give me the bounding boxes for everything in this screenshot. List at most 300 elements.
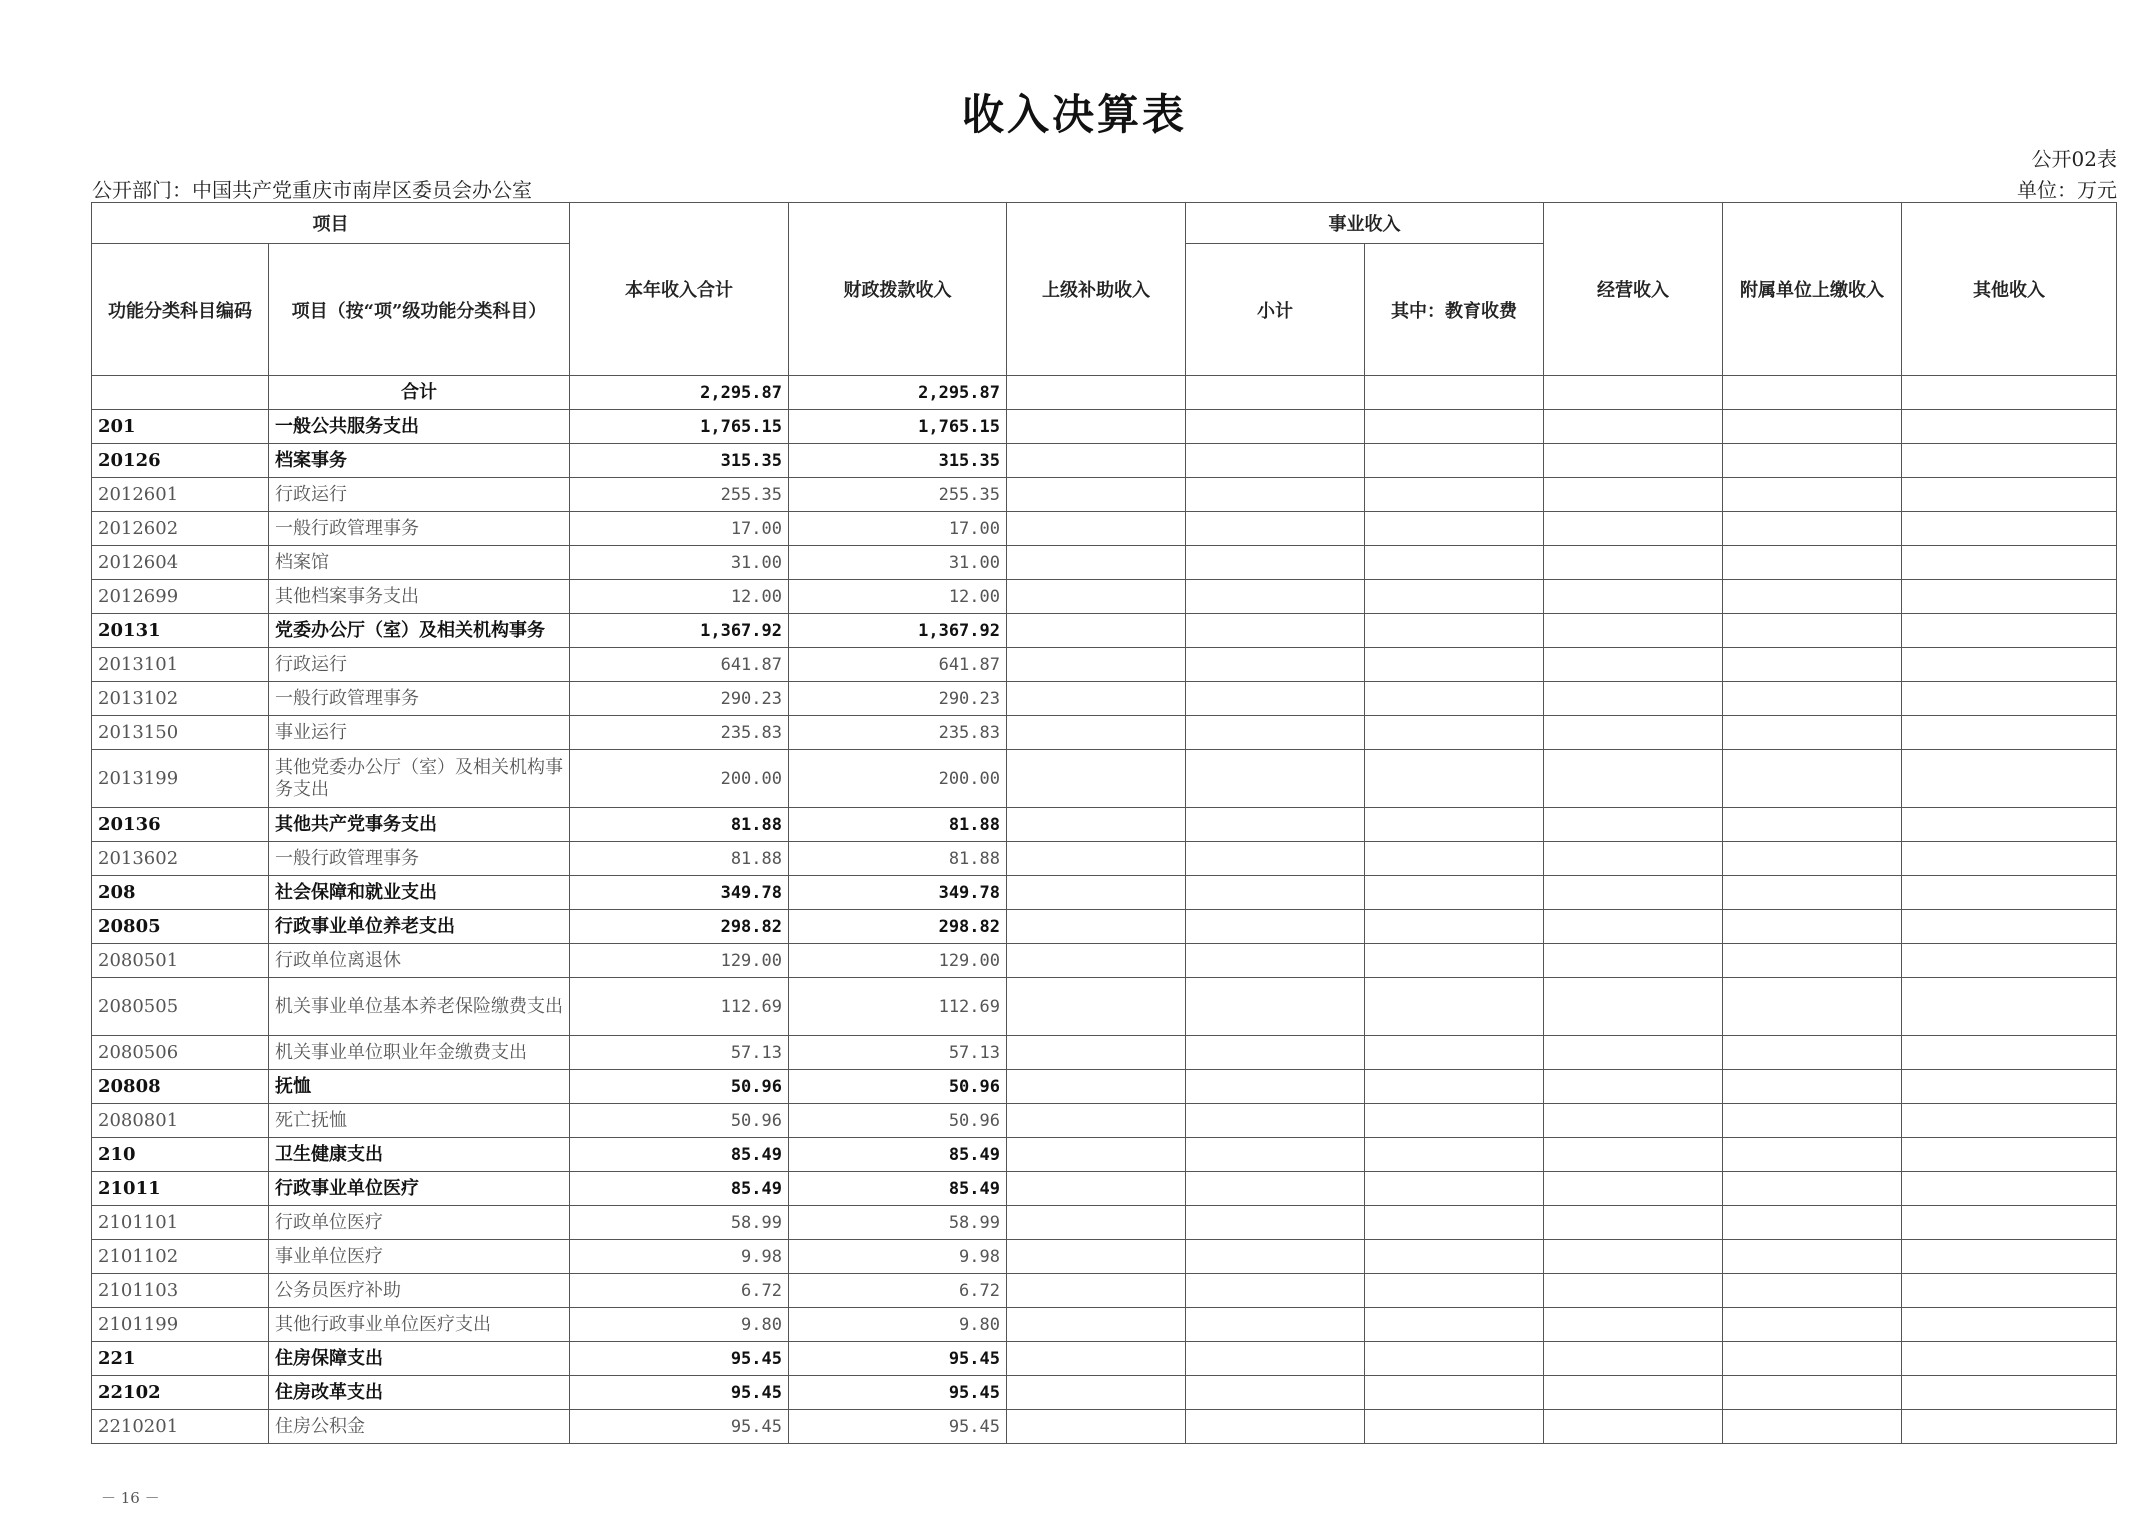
cell-education — [1365, 842, 1544, 876]
cell-affiliate — [1723, 648, 1902, 682]
cell-fiscal: 81.88 — [789, 842, 1007, 876]
header-career: 事业收入 — [1186, 203, 1544, 244]
cell-education — [1365, 1070, 1544, 1104]
cell-total: 200.00 — [570, 750, 789, 808]
cell-education — [1365, 1206, 1544, 1240]
cell-other — [1902, 750, 2117, 808]
cell-education — [1365, 1274, 1544, 1308]
cell-superior — [1007, 614, 1186, 648]
cell-superior — [1007, 546, 1186, 580]
cell-name: 行政运行 — [269, 648, 570, 682]
cell-other — [1902, 580, 2117, 614]
cell-total: 95.45 — [570, 1376, 789, 1410]
cell-affiliate — [1723, 716, 1902, 750]
cell-business — [1544, 978, 1723, 1036]
cell-name: 行政事业单位医疗 — [269, 1172, 570, 1206]
cell-affiliate — [1723, 944, 1902, 978]
cell-total: 9.80 — [570, 1308, 789, 1342]
cell-total: 290.23 — [570, 682, 789, 716]
cell-total: 235.83 — [570, 716, 789, 750]
cell-education — [1365, 808, 1544, 842]
cell-business — [1544, 842, 1723, 876]
cell-name: 档案事务 — [269, 444, 570, 478]
table-row — [92, 1274, 2117, 1308]
table-row — [92, 944, 2117, 978]
cell-superior — [1007, 944, 1186, 978]
cell-total: 349.78 — [570, 876, 789, 910]
cell-education — [1365, 1104, 1544, 1138]
cell-affiliate — [1723, 842, 1902, 876]
table-body — [92, 376, 2117, 1444]
cell-fiscal: 235.83 — [789, 716, 1007, 750]
cell-total: 298.82 — [570, 910, 789, 944]
cell-business — [1544, 1206, 1723, 1240]
cell-career-subtotal — [1186, 842, 1365, 876]
table-row — [92, 1308, 2117, 1342]
cell-other — [1902, 944, 2117, 978]
cell-code: 22102 — [92, 1376, 269, 1410]
header-total: 本年收入合计 — [570, 203, 789, 376]
cell-education — [1365, 1376, 1544, 1410]
cell-name: 死亡抚恤 — [269, 1104, 570, 1138]
cell-affiliate — [1723, 1410, 1902, 1444]
cell-education — [1365, 1240, 1544, 1274]
cell-superior — [1007, 842, 1186, 876]
cell-superior — [1007, 410, 1186, 444]
header-education: 其中：教育收费 — [1365, 244, 1544, 376]
cell-code: 2013102 — [92, 682, 269, 716]
cell-other — [1902, 1342, 2117, 1376]
cell-business — [1544, 1138, 1723, 1172]
cell-code: 2080506 — [92, 1036, 269, 1070]
department-label: 公开部门：中国共产党重庆市南岸区委员会办公室 — [92, 178, 532, 202]
cell-business — [1544, 1104, 1723, 1138]
table-row — [92, 842, 2117, 876]
cell-education — [1365, 1308, 1544, 1342]
cell-other — [1902, 1206, 2117, 1240]
cell-career-subtotal — [1186, 614, 1365, 648]
cell-total: 95.45 — [570, 1410, 789, 1444]
cell-affiliate — [1723, 1104, 1902, 1138]
header-superior: 上级补助收入 — [1007, 203, 1186, 376]
cell-business — [1544, 750, 1723, 808]
cell-name: 行政单位离退休 — [269, 944, 570, 978]
cell-fiscal: 95.45 — [789, 1342, 1007, 1376]
cell-affiliate — [1723, 1240, 1902, 1274]
cell-superior — [1007, 1308, 1186, 1342]
table-row — [92, 512, 2117, 546]
cell-code: 20805 — [92, 910, 269, 944]
cell-career-subtotal — [1186, 1070, 1365, 1104]
cell-other — [1902, 444, 2117, 478]
cell-name: 事业运行 — [269, 716, 570, 750]
cell-fiscal: 31.00 — [789, 546, 1007, 580]
unit-label: 单位：万元 — [2017, 178, 2117, 202]
cell-code: 221 — [92, 1342, 269, 1376]
table-row — [92, 910, 2117, 944]
cell-affiliate — [1723, 1342, 1902, 1376]
cell-other — [1902, 910, 2117, 944]
cell-superior — [1007, 1104, 1186, 1138]
cell-career-subtotal — [1186, 944, 1365, 978]
cell-total: 6.72 — [570, 1274, 789, 1308]
cell-fiscal: 9.80 — [789, 1308, 1007, 1342]
cell-affiliate — [1723, 1070, 1902, 1104]
cell-affiliate — [1723, 512, 1902, 546]
cell-business — [1544, 648, 1723, 682]
cell-fiscal: 12.00 — [789, 580, 1007, 614]
header-item: 项目 — [92, 203, 570, 244]
cell-business — [1544, 682, 1723, 716]
cell-total: 12.00 — [570, 580, 789, 614]
cell-superior — [1007, 978, 1186, 1036]
cell-career-subtotal — [1186, 580, 1365, 614]
cell-career-subtotal — [1186, 1274, 1365, 1308]
cell-other — [1902, 1308, 2117, 1342]
cell-code: 2101199 — [92, 1308, 269, 1342]
cell-name: 合计 — [269, 376, 570, 410]
cell-business — [1544, 1274, 1723, 1308]
cell-code: 2013602 — [92, 842, 269, 876]
cell-career-subtotal — [1186, 910, 1365, 944]
cell-other — [1902, 410, 2117, 444]
cell-other — [1902, 842, 2117, 876]
cell-name: 机关事业单位职业年金缴费支出 — [269, 1036, 570, 1070]
table-row — [92, 648, 2117, 682]
cell-code: 20126 — [92, 444, 269, 478]
cell-total: 129.00 — [570, 944, 789, 978]
cell-other — [1902, 876, 2117, 910]
income-table — [91, 202, 2117, 1444]
cell-fiscal: 50.96 — [789, 1104, 1007, 1138]
table-row — [92, 546, 2117, 580]
cell-name: 抚恤 — [269, 1070, 570, 1104]
cell-education — [1365, 546, 1544, 580]
cell-affiliate — [1723, 410, 1902, 444]
cell-name: 社会保障和就业支出 — [269, 876, 570, 910]
table-row — [92, 1172, 2117, 1206]
table-row — [92, 978, 2117, 1036]
cell-fiscal: 112.69 — [789, 978, 1007, 1036]
cell-superior — [1007, 716, 1186, 750]
cell-code: 20808 — [92, 1070, 269, 1104]
cell-superior — [1007, 1240, 1186, 1274]
cell-career-subtotal — [1186, 1240, 1365, 1274]
cell-business — [1544, 1376, 1723, 1410]
cell-business — [1544, 1240, 1723, 1274]
cell-total: 255.35 — [570, 478, 789, 512]
cell-career-subtotal — [1186, 808, 1365, 842]
cell-code: 2101103 — [92, 1274, 269, 1308]
cell-business — [1544, 1036, 1723, 1070]
cell-code: 2080801 — [92, 1104, 269, 1138]
cell-education — [1365, 1172, 1544, 1206]
cell-code: 2080501 — [92, 944, 269, 978]
cell-fiscal: 255.35 — [789, 478, 1007, 512]
cell-other — [1902, 648, 2117, 682]
cell-other — [1902, 1104, 2117, 1138]
cell-name: 事业单位医疗 — [269, 1240, 570, 1274]
cell-other — [1902, 512, 2117, 546]
cell-fiscal: 50.96 — [789, 1070, 1007, 1104]
cell-other — [1902, 546, 2117, 580]
cell-career-subtotal — [1186, 1410, 1365, 1444]
cell-code: 2080505 — [92, 978, 269, 1036]
cell-education — [1365, 750, 1544, 808]
cell-education — [1365, 978, 1544, 1036]
cell-fiscal: 95.45 — [789, 1376, 1007, 1410]
cell-career-subtotal — [1186, 546, 1365, 580]
cell-fiscal: 129.00 — [789, 944, 1007, 978]
cell-education — [1365, 1410, 1544, 1444]
cell-other — [1902, 1070, 2117, 1104]
cell-name: 住房保障支出 — [269, 1342, 570, 1376]
cell-affiliate — [1723, 978, 1902, 1036]
cell-total: 1,367.92 — [570, 614, 789, 648]
cell-other — [1902, 808, 2117, 842]
cell-career-subtotal — [1186, 1036, 1365, 1070]
cell-business — [1544, 944, 1723, 978]
table-row — [92, 580, 2117, 614]
cell-education — [1365, 716, 1544, 750]
cell-affiliate — [1723, 876, 1902, 910]
cell-career-subtotal — [1186, 376, 1365, 410]
cell-fiscal: 200.00 — [789, 750, 1007, 808]
table-row — [92, 808, 2117, 842]
table-row — [92, 614, 2117, 648]
cell-affiliate — [1723, 478, 1902, 512]
cell-superior — [1007, 808, 1186, 842]
page-title: 收入决算表 — [961, 90, 1187, 139]
cell-business — [1544, 876, 1723, 910]
table-row — [92, 876, 2117, 910]
cell-total: 57.13 — [570, 1036, 789, 1070]
cell-business — [1544, 614, 1723, 648]
cell-other — [1902, 614, 2117, 648]
table-row — [92, 1240, 2117, 1274]
cell-fiscal: 1,765.15 — [789, 410, 1007, 444]
cell-business — [1544, 478, 1723, 512]
cell-business — [1544, 512, 1723, 546]
cell-superior — [1007, 1070, 1186, 1104]
cell-code: 2012699 — [92, 580, 269, 614]
cell-other — [1902, 1274, 2117, 1308]
header-business: 经营收入 — [1544, 203, 1723, 376]
table-row — [92, 1206, 2117, 1240]
cell-fiscal: 81.88 — [789, 808, 1007, 842]
cell-business — [1544, 376, 1723, 410]
header-subtotal: 小计 — [1186, 244, 1365, 376]
cell-career-subtotal — [1186, 444, 1365, 478]
cell-career-subtotal — [1186, 1342, 1365, 1376]
table-row — [92, 478, 2117, 512]
cell-code: 210 — [92, 1138, 269, 1172]
cell-total: 9.98 — [570, 1240, 789, 1274]
cell-career-subtotal — [1186, 876, 1365, 910]
cell-total: 50.96 — [570, 1070, 789, 1104]
cell-education — [1365, 1342, 1544, 1376]
cell-affiliate — [1723, 614, 1902, 648]
cell-fiscal: 9.98 — [789, 1240, 1007, 1274]
cell-business — [1544, 716, 1723, 750]
cell-other — [1902, 716, 2117, 750]
cell-superior — [1007, 1342, 1186, 1376]
cell-superior — [1007, 580, 1186, 614]
cell-other — [1902, 478, 2117, 512]
cell-affiliate — [1723, 808, 1902, 842]
cell-superior — [1007, 376, 1186, 410]
cell-affiliate — [1723, 1308, 1902, 1342]
cell-business — [1544, 444, 1723, 478]
cell-total: 31.00 — [570, 546, 789, 580]
header-row-1 — [92, 203, 2117, 244]
cell-name: 机关事业单位基本养老保险缴费支出 — [269, 978, 570, 1036]
cell-affiliate — [1723, 1206, 1902, 1240]
cell-name: 其他档案事务支出 — [269, 580, 570, 614]
cell-career-subtotal — [1186, 716, 1365, 750]
cell-code: 2012601 — [92, 478, 269, 512]
cell-superior — [1007, 682, 1186, 716]
cell-affiliate — [1723, 376, 1902, 410]
cell-career-subtotal — [1186, 1376, 1365, 1410]
cell-total: 17.00 — [570, 512, 789, 546]
cell-code: 20136 — [92, 808, 269, 842]
cell-career-subtotal — [1186, 1172, 1365, 1206]
cell-affiliate — [1723, 1036, 1902, 1070]
cell-career-subtotal — [1186, 1206, 1365, 1240]
table-row — [92, 410, 2117, 444]
cell-career-subtotal — [1186, 1104, 1365, 1138]
table-row — [92, 1138, 2117, 1172]
cell-affiliate — [1723, 546, 1902, 580]
cell-superior — [1007, 1410, 1186, 1444]
cell-name: 卫生健康支出 — [269, 1138, 570, 1172]
cell-superior — [1007, 1036, 1186, 1070]
table-row — [92, 750, 2117, 808]
cell-fiscal: 95.45 — [789, 1410, 1007, 1444]
cell-affiliate — [1723, 444, 1902, 478]
cell-total: 81.88 — [570, 808, 789, 842]
cell-career-subtotal — [1186, 512, 1365, 546]
cell-name: 一般行政管理事务 — [269, 842, 570, 876]
cell-career-subtotal — [1186, 682, 1365, 716]
cell-education — [1365, 1036, 1544, 1070]
cell-career-subtotal — [1186, 648, 1365, 682]
cell-education — [1365, 944, 1544, 978]
cell-other — [1902, 1036, 2117, 1070]
cell-affiliate — [1723, 682, 1902, 716]
cell-business — [1544, 580, 1723, 614]
cell-education — [1365, 910, 1544, 944]
cell-fiscal: 298.82 — [789, 910, 1007, 944]
cell-fiscal: 17.00 — [789, 512, 1007, 546]
table-row — [92, 1036, 2117, 1070]
cell-total: 58.99 — [570, 1206, 789, 1240]
cell-business — [1544, 1308, 1723, 1342]
cell-total: 95.45 — [570, 1342, 789, 1376]
table-row — [92, 682, 2117, 716]
cell-fiscal: 2,295.87 — [789, 376, 1007, 410]
cell-business — [1544, 410, 1723, 444]
cell-fiscal: 85.49 — [789, 1138, 1007, 1172]
cell-superior — [1007, 478, 1186, 512]
cell-education — [1365, 876, 1544, 910]
cell-career-subtotal — [1186, 750, 1365, 808]
header-fiscal: 财政拨款收入 — [789, 203, 1007, 376]
header-name: 项目（按“项”级功能分类科目） — [269, 244, 570, 376]
cell-other — [1902, 1410, 2117, 1444]
cell-code: 2101101 — [92, 1206, 269, 1240]
cell-name: 一般公共服务支出 — [269, 410, 570, 444]
cell-other — [1902, 1172, 2117, 1206]
cell-name: 行政事业单位养老支出 — [269, 910, 570, 944]
cell-code: 2013199 — [92, 750, 269, 808]
cell-fiscal: 290.23 — [789, 682, 1007, 716]
form-number: 公开02表 — [2031, 147, 2117, 171]
cell-total: 85.49 — [570, 1138, 789, 1172]
cell-education — [1365, 682, 1544, 716]
header-affiliate: 附属单位上缴收入 — [1723, 203, 1902, 376]
cell-superior — [1007, 648, 1186, 682]
cell-code: 201 — [92, 410, 269, 444]
cell-education — [1365, 580, 1544, 614]
cell-other — [1902, 1376, 2117, 1410]
cell-fiscal: 349.78 — [789, 876, 1007, 910]
cell-affiliate — [1723, 1376, 1902, 1410]
cell-education — [1365, 376, 1544, 410]
cell-total: 112.69 — [570, 978, 789, 1036]
table-row — [92, 1376, 2117, 1410]
cell-total: 2,295.87 — [570, 376, 789, 410]
cell-code — [92, 376, 269, 410]
cell-total: 315.35 — [570, 444, 789, 478]
cell-name: 公务员医疗补助 — [269, 1274, 570, 1308]
cell-code: 2013101 — [92, 648, 269, 682]
cell-total: 1,765.15 — [570, 410, 789, 444]
cell-career-subtotal — [1186, 478, 1365, 512]
cell-fiscal: 641.87 — [789, 648, 1007, 682]
cell-other — [1902, 1138, 2117, 1172]
cell-education — [1365, 410, 1544, 444]
cell-code: 2013150 — [92, 716, 269, 750]
cell-other — [1902, 682, 2117, 716]
cell-name: 其他共产党事务支出 — [269, 808, 570, 842]
cell-business — [1544, 1342, 1723, 1376]
cell-other — [1902, 978, 2117, 1036]
cell-name: 其他党委办公厅（室）及相关机构事务支出 — [269, 750, 570, 808]
table-row — [92, 376, 2117, 410]
cell-total: 85.49 — [570, 1172, 789, 1206]
cell-career-subtotal — [1186, 1138, 1365, 1172]
cell-name: 行政单位医疗 — [269, 1206, 570, 1240]
page-number: － 16 － — [101, 1489, 160, 1507]
cell-superior — [1007, 444, 1186, 478]
cell-total: 50.96 — [570, 1104, 789, 1138]
table-row — [92, 1070, 2117, 1104]
cell-education — [1365, 512, 1544, 546]
cell-career-subtotal — [1186, 978, 1365, 1036]
cell-name: 一般行政管理事务 — [269, 512, 570, 546]
table-row — [92, 444, 2117, 478]
cell-superior — [1007, 1376, 1186, 1410]
cell-business — [1544, 1410, 1723, 1444]
cell-affiliate — [1723, 580, 1902, 614]
cell-business — [1544, 910, 1723, 944]
cell-name: 住房改革支出 — [269, 1376, 570, 1410]
cell-fiscal: 85.49 — [789, 1172, 1007, 1206]
cell-education — [1365, 614, 1544, 648]
cell-code: 2210201 — [92, 1410, 269, 1444]
